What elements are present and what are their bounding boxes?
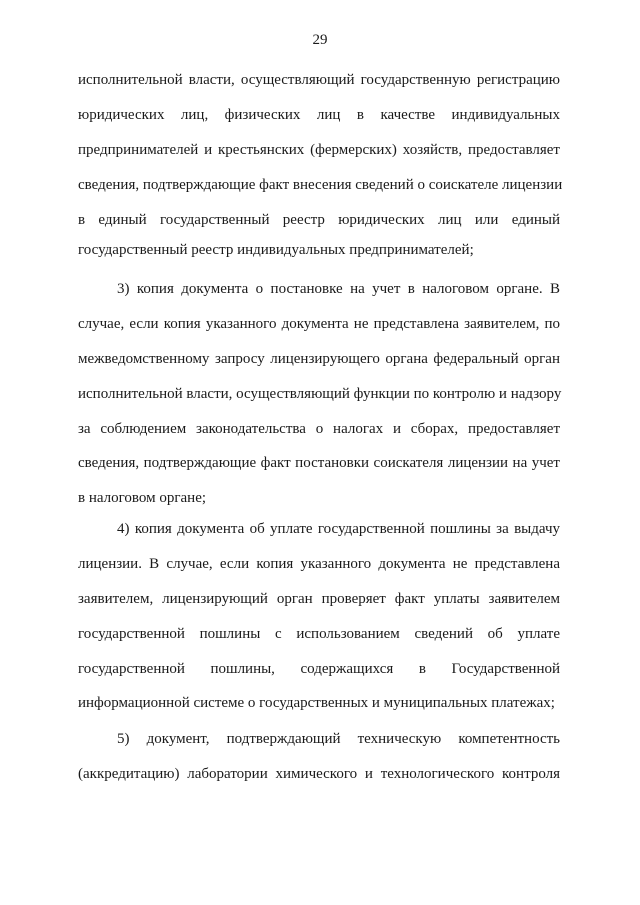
text-line: за соблюдением законодательства о налогах и сборах, предоставляет	[78, 421, 560, 437]
page-number: 29	[312, 32, 328, 48]
text-line: 4) копия документа об уплате государственной пошлины за выдачу	[117, 521, 560, 537]
text-line: предпринимателей и крестьянских (фермерских) хозяйств, предоставляет	[78, 142, 560, 158]
text-line: лицензии. В случае, если копия указанного документа не представлена	[78, 556, 560, 572]
text-line: государственной пошлины с использованием сведений об уплате	[78, 626, 560, 642]
text-line: государственной пошлины, содержащихся в Государственной	[78, 661, 560, 677]
text-line: государственный реестр индивидуальных предпринимателей;	[78, 242, 474, 258]
text-line: юридических лиц, физических лиц в качестве индивидуальных	[78, 107, 560, 123]
text-line: 5) документ, подтверждающий техническую компетентность	[117, 731, 560, 747]
text-line: (аккредитацию) лаборатории химического и технологического контроля	[78, 766, 560, 782]
text-line: 3) копия документа о постановке на учет в налоговом органе. В	[117, 281, 560, 297]
text-line: межведомственному запросу лицензирующего органа федеральный орган	[78, 351, 560, 367]
text-line: заявителем, лицензирующий орган проверяет факт уплаты заявителем	[78, 591, 560, 607]
text-line: в налоговом органе;	[78, 490, 207, 506]
text-line: исполнительной власти, осуществляющий функции по контролю и надзору	[78, 386, 562, 402]
text-line: в единый государственный реестр юридических лиц или единый	[78, 212, 560, 228]
text-line: сведения, подтверждающие факт постановки соискателя лицензии на учет	[78, 455, 560, 471]
text-line: информационной системе о государственных и муниципальных платежах;	[78, 695, 555, 711]
text-line: случае, если копия указанного документа не представлена заявителем, по	[78, 316, 560, 332]
text-line: сведения, подтверждающие факт внесения сведений о соискателе лицензии	[78, 177, 563, 193]
text-line: исполнительной власти, осуществляющий государственную регистрацию	[78, 72, 560, 88]
